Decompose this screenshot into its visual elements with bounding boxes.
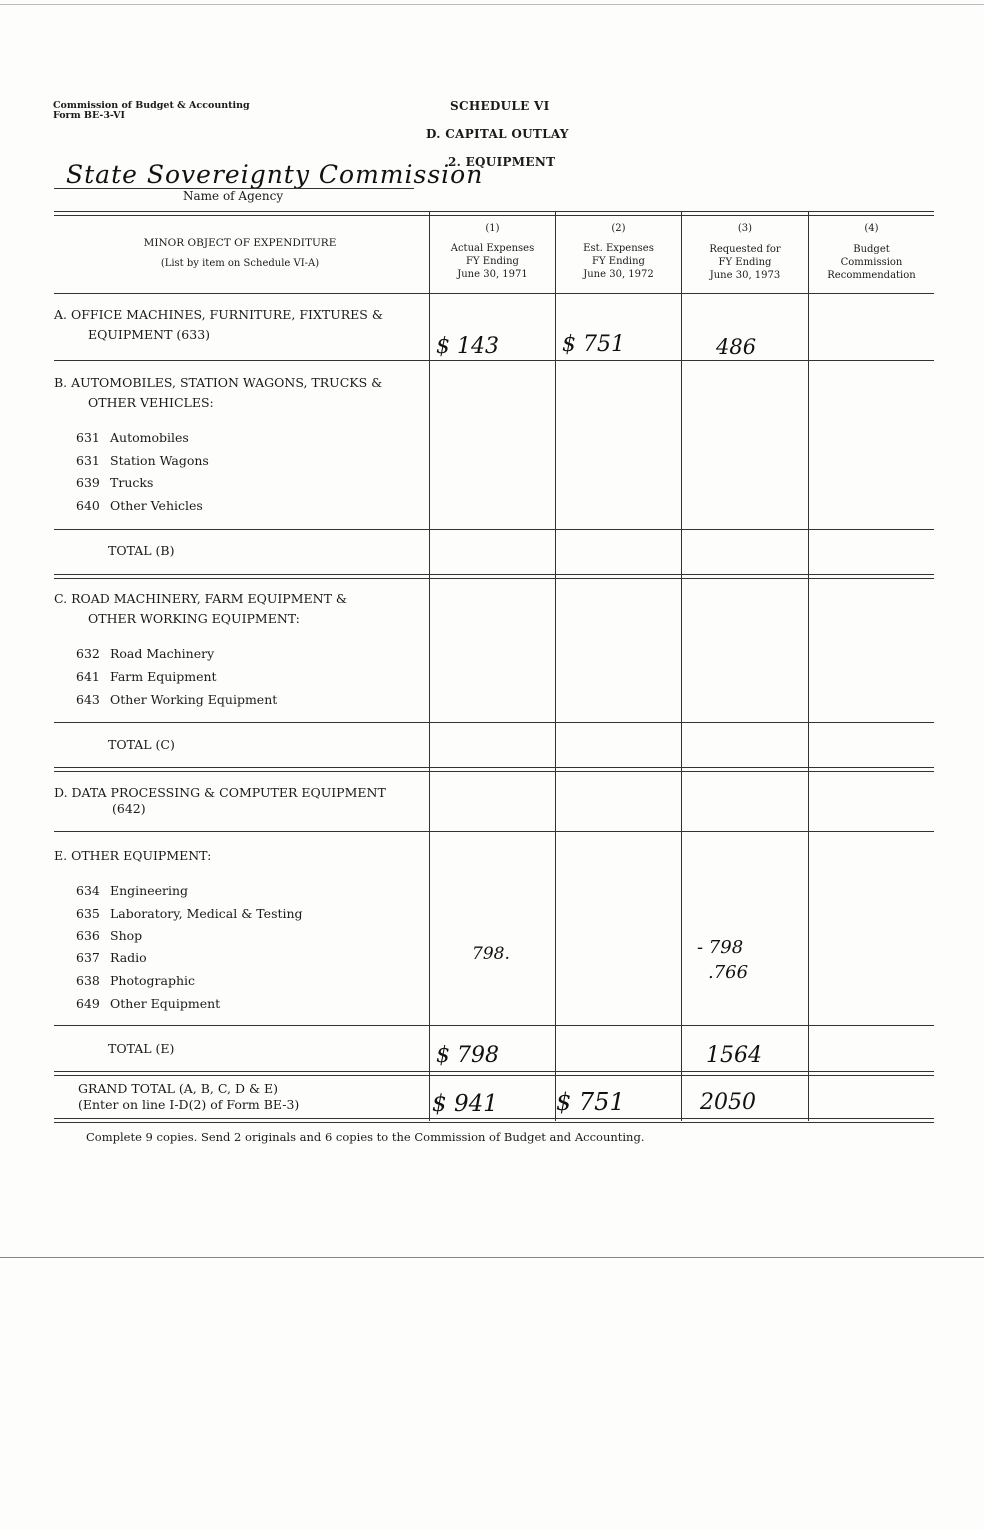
section-b-subtitle: OTHER VEHICLES: [88, 395, 214, 410]
col1-line1: Actual Expenses [450, 243, 535, 254]
col2-line1: Est. Expenses [583, 243, 654, 254]
list-item [76, 475, 153, 490]
section-c-end-rule [54, 767, 934, 772]
section-e-title: E. OTHER EQUIPMENT: [54, 848, 212, 863]
radio-col3-value: - 798 [697, 937, 744, 958]
col3-header [682, 222, 808, 282]
col1-header [430, 222, 555, 281]
list-item [76, 498, 203, 513]
item-label: Other Working Equipment [110, 692, 278, 707]
list-item [76, 973, 195, 988]
grand-col3-value: 2050 [700, 1090, 756, 1115]
item-code: 649 [76, 996, 100, 1011]
item-label: Radio [110, 950, 147, 965]
item-code: 632 [76, 646, 100, 661]
col3-number: (3) [737, 223, 753, 234]
header-bottom-rule [54, 293, 934, 294]
item-label: Trucks [110, 475, 154, 490]
col-divider-3 [681, 211, 682, 1121]
col4-line1: Budget [853, 244, 890, 255]
item-code: 637 [76, 950, 100, 965]
col3-line1: Requested for [709, 244, 781, 255]
col1-line2: FY Ending [466, 256, 519, 267]
col4-line2: Commission [840, 257, 903, 268]
item-code: 631 [76, 430, 100, 445]
item-label: Automobiles [110, 430, 189, 445]
item-code: 641 [76, 669, 100, 684]
item-code: 634 [76, 883, 100, 898]
section-a-rule [54, 360, 934, 361]
col2-line3: June 30, 1972 [583, 269, 654, 280]
item-label: Other Vehicles [110, 498, 203, 513]
col4-header [809, 222, 934, 282]
total-e-col3-value: 1564 [706, 1043, 762, 1068]
a-col3-value: 486 [716, 335, 757, 359]
grand-total-label: GRAND TOTAL (A, B, C, D & E) [78, 1081, 279, 1096]
section-c-subtitle: OTHER WORKING EQUIPMENT: [88, 611, 300, 626]
minor-object-header: MINOR OBJECT OF EXPENDITURE [143, 237, 337, 249]
section-c-total-rule [54, 722, 934, 723]
radio-col1-value: 798. [472, 944, 510, 964]
section-a-subtitle: EQUIPMENT (633) [88, 327, 211, 342]
list-item [76, 692, 277, 707]
list-item [76, 453, 209, 468]
col1-number: (1) [485, 223, 500, 234]
item-code: 631 [76, 453, 100, 468]
col2-header [556, 222, 681, 281]
a-col1-value: $ 143 [436, 334, 499, 359]
col-divider-4 [808, 211, 809, 1121]
commission-name: Commission of Budget & Accounting [53, 100, 250, 111]
section-b-total-rule [54, 529, 934, 530]
list-item [76, 906, 303, 921]
section-b-title: B. AUTOMOBILES, STATION WAGONS, TRUCKS & [54, 375, 383, 390]
col4-number: (4) [864, 223, 879, 234]
grand-total-note: (Enter on line I-D(2) of Form BE-3) [78, 1097, 300, 1112]
item-label: Other Equipment [110, 996, 221, 1011]
list-item [76, 430, 189, 445]
col2-line2: FY Ending [592, 256, 645, 267]
section-title: D. CAPITAL OUTLAY [426, 127, 569, 141]
item-label: Engineering [110, 883, 189, 898]
agency-label: Name of Agency [183, 189, 284, 203]
col3-line2: FY Ending [718, 257, 772, 268]
section-d-code: (642) [112, 801, 146, 816]
col3-line3: June 30, 1973 [709, 270, 781, 281]
total-e-col1-value: $ 798 [436, 1043, 499, 1068]
list-item [76, 996, 220, 1011]
section-e-total-rule [54, 1025, 934, 1026]
item-label: Station Wagons [110, 453, 209, 468]
section-d-title: D. DATA PROCESSING & COMPUTER EQUIPMENT [54, 785, 386, 800]
list-item [76, 669, 217, 684]
item-code: 643 [76, 692, 100, 707]
item-label: Photographic [110, 973, 196, 988]
table-top-rule [54, 211, 934, 216]
item-code: 639 [76, 475, 100, 490]
total-c-label: TOTAL (C) [108, 737, 175, 752]
minor-object-subheader: (List by item on Schedule VI-A) [160, 258, 320, 269]
a-col2-value: $ 751 [562, 332, 625, 357]
form-number: Form BE-3-VI [53, 110, 125, 121]
item-label: Shop [110, 928, 143, 943]
col4-line3: Recommendation [827, 270, 916, 281]
grand-col1-value: $ 941 [432, 1091, 498, 1117]
list-item [76, 928, 142, 943]
item-code: 640 [76, 498, 100, 513]
list-item [76, 646, 214, 661]
section-d-rule [54, 831, 934, 832]
item-code: 635 [76, 906, 100, 921]
schedule-title: SCHEDULE VI [450, 99, 550, 113]
table-bottom-rule [54, 1118, 934, 1123]
item-label: Laboratory, Medical & Testing [110, 906, 303, 921]
list-item [76, 950, 147, 965]
item-label: Farm Equipment [110, 669, 217, 684]
scan-top-edge [0, 4, 984, 5]
scan-fold-line [0, 1257, 984, 1258]
section-c-title: C. ROAD MACHINERY, FARM EQUIPMENT & [54, 591, 348, 606]
agency-name-handwritten: State Sovereignty Commission [66, 160, 484, 189]
item-label: Road Machinery [110, 646, 215, 661]
grand-col2-value: $ 751 [556, 1088, 625, 1116]
footer-instructions: Complete 9 copies. Send 2 originals and 6 copies to the Commission of Budget and Accounting. [86, 1130, 645, 1144]
section-b-end-rule [54, 574, 934, 579]
col1-line3: June 30, 1971 [457, 269, 528, 280]
item-code: 638 [76, 973, 100, 988]
section-e-end-rule [54, 1071, 934, 1076]
total-b-label: TOTAL (B) [108, 543, 175, 558]
photo-col3-value: .766 [708, 962, 749, 983]
col-divider-2 [555, 211, 556, 1121]
list-item [76, 883, 188, 898]
subsection-title: 2. EQUIPMENT [448, 155, 556, 169]
section-a-title: A. OFFICE MACHINES, FURNITURE, FIXTURES & [54, 307, 383, 322]
col2-number: (2) [611, 223, 626, 234]
col-divider-1 [429, 211, 430, 1121]
total-e-label: TOTAL (E) [108, 1041, 175, 1056]
item-code: 636 [76, 928, 100, 943]
